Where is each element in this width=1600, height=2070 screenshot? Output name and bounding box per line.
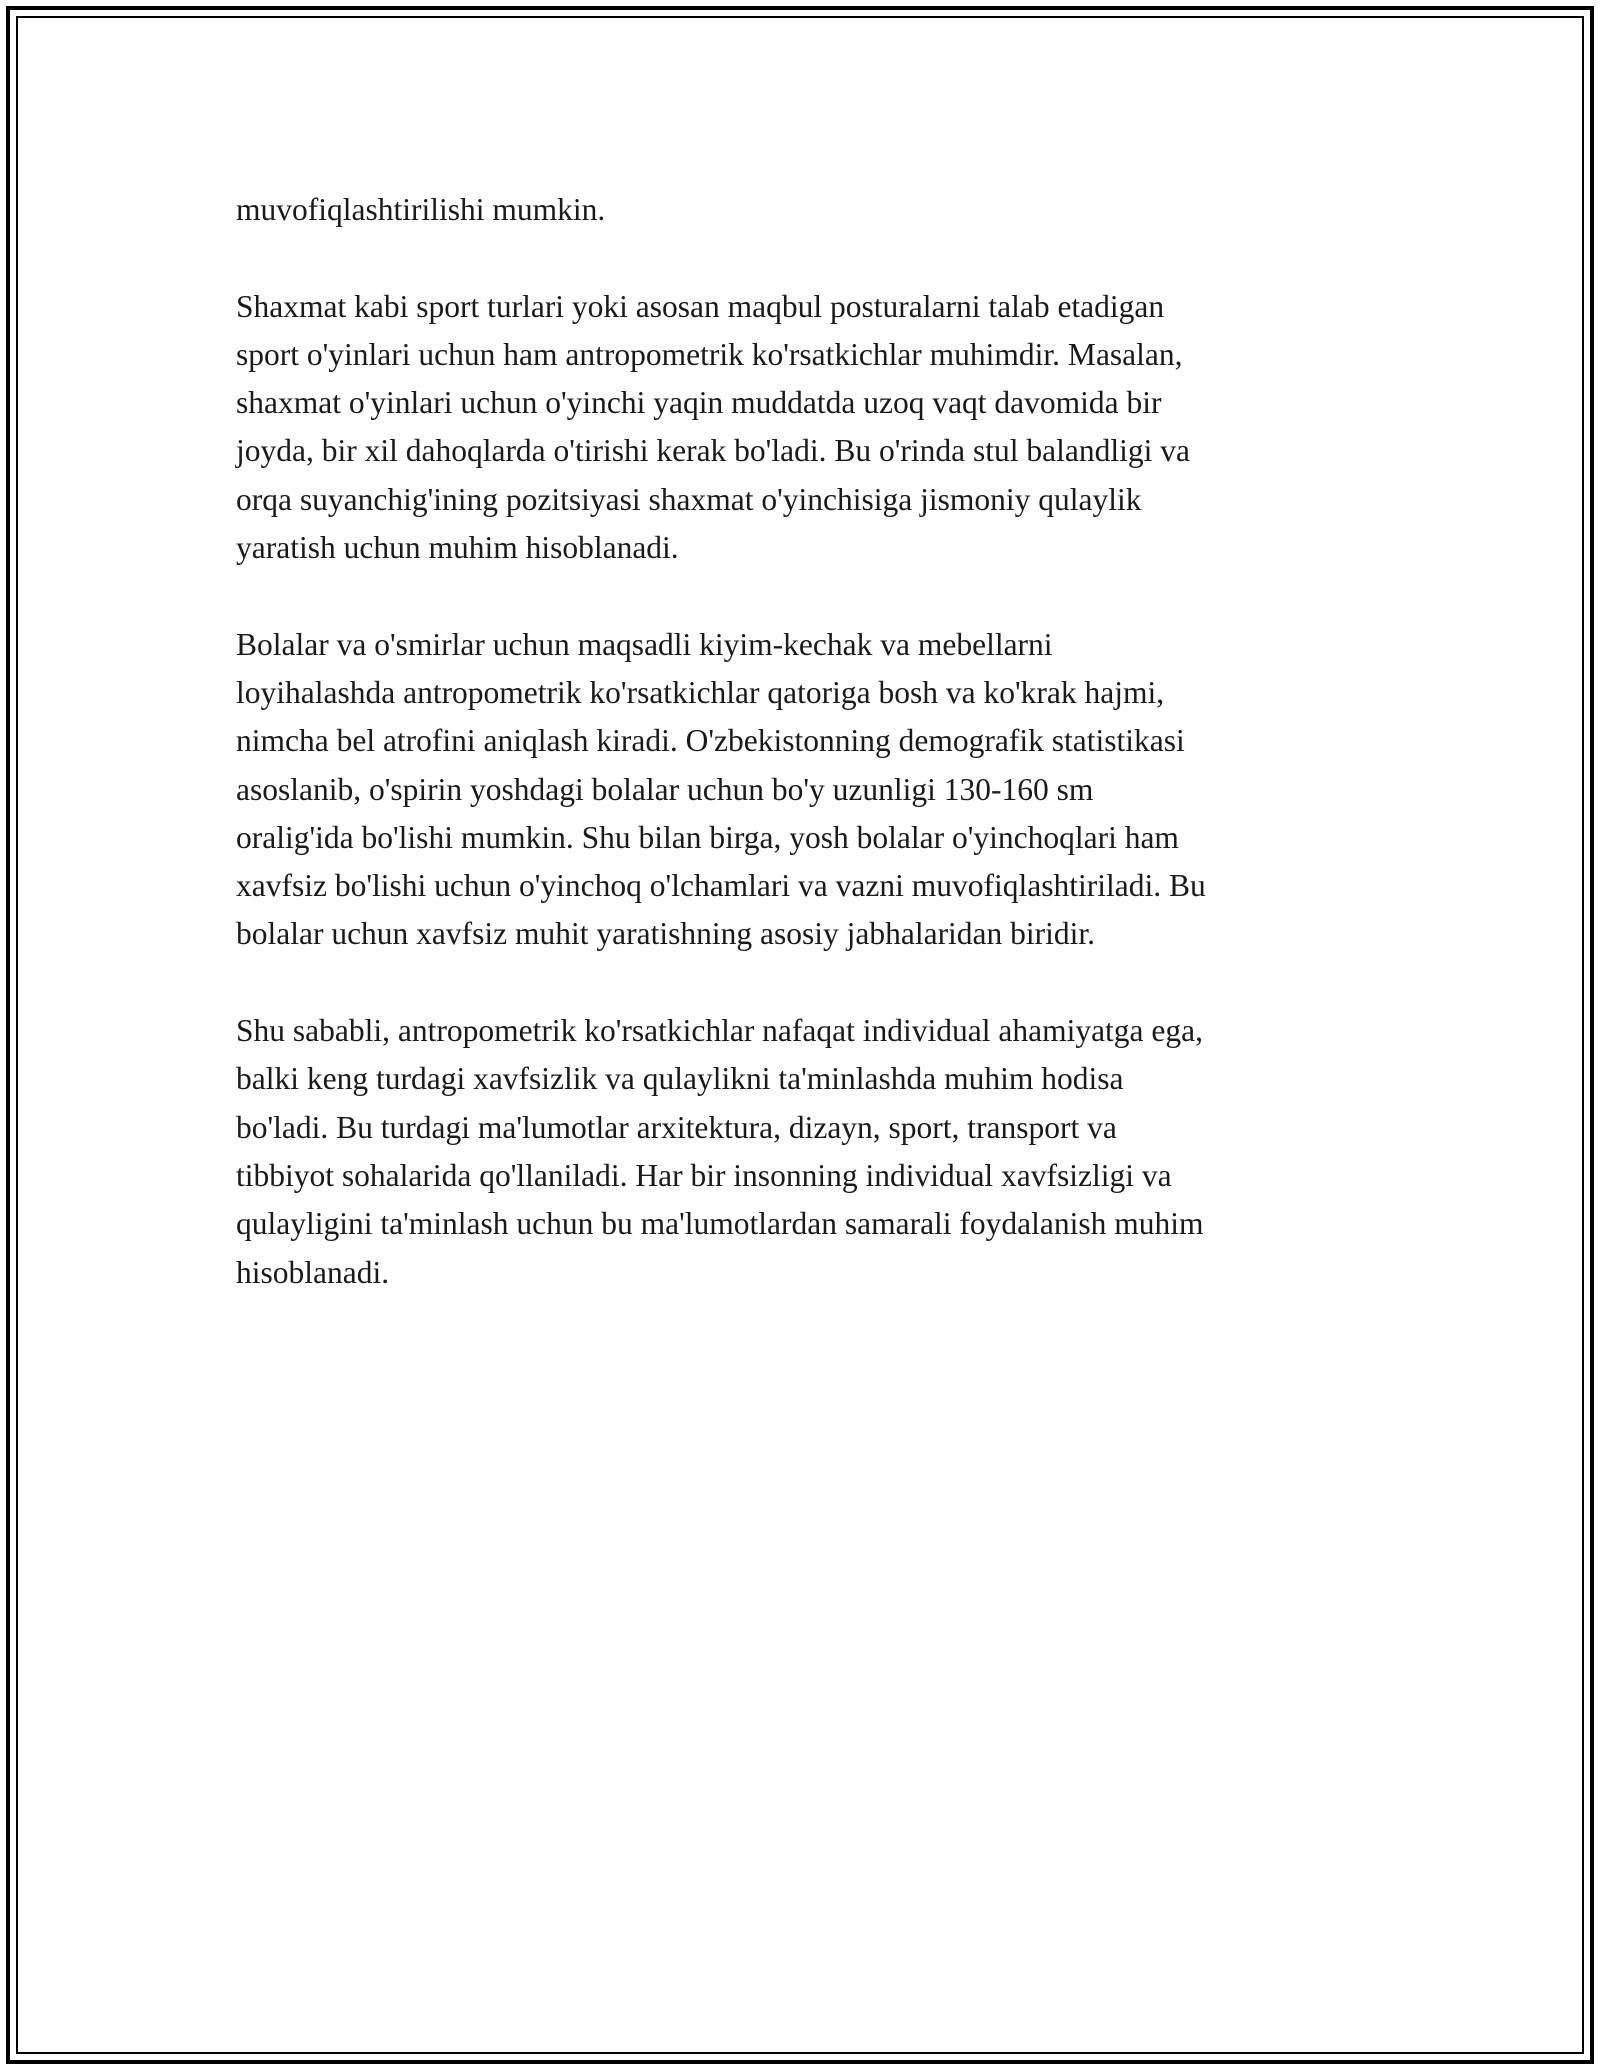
text-line: Shu sababli, antropometrik ko'rsatkichlar nafaqat individual ahamiyatga ega,	[236, 1013, 1203, 1049]
text-line: hisoblanadi.	[236, 1254, 390, 1290]
text-line: loyihalashda antropometrik ko'rsatkichlar qatoriga bosh va ko'krak hajmi,	[236, 674, 1165, 710]
text-line: xavfsiz bo'lishi uchun o'yinchoq o'lchamlari va vazni muvofiqlashtiriladi. Bu	[236, 868, 1206, 904]
text-line: joyda, bir xil dahoqlarda o'tirishi kerak bo'ladi. Bu o'rinda stul balandligi va	[236, 433, 1190, 469]
text-line: muvofiqlashtirilishi mumkin.	[236, 192, 606, 227]
text-line: shaxmat o'yinlari uchun o'yinchi yaqin muddatda uzoq vaqt davomida bir	[236, 385, 1162, 421]
text-line: nimcha bel atrofini aniqlash kiradi. O'zbekistonning demografik statistikasi	[236, 723, 1185, 759]
paragraph-3	[236, 621, 1376, 959]
text-line: sport o'yinlari uchun ham antropometrik ko'rsatkichlar muhimdir. Masalan,	[236, 336, 1183, 372]
paragraph-1	[236, 186, 1376, 234]
document-body	[236, 186, 1376, 1345]
text-line: yaratish uchun muhim hisoblanadi.	[236, 530, 679, 566]
text-line: asoslanib, o'spirin yoshdagi bolalar uchun bo'y uzunligi 130-160 sm	[236, 771, 1094, 807]
text-line: balki keng turdagi xavfsizlik va qulaylikni ta'minlashda muhim hodisa	[236, 1061, 1124, 1097]
paragraph-2	[236, 283, 1376, 573]
text-line: orqa suyanchig'ining pozitsiyasi shaxmat o'yinchisiga jismoniy qulaylik	[236, 481, 1142, 517]
text-line: qulayligini ta'minlash uchun bu ma'lumotlardan samarali foydalanish muhim	[236, 1206, 1204, 1242]
text-line: Bolalar va o'smirlar uchun maqsadli kiyim-kechak va mebellarni	[236, 626, 1053, 662]
text-line: bolalar uchun xavfsiz muhit yaratishning asosiy jabhalaridan biridir.	[236, 916, 1096, 952]
text-line: Shaxmat kabi sport turlari yoki asosan maqbul posturalarni talab etadigan	[236, 288, 1165, 324]
paragraph-4	[236, 1007, 1376, 1297]
text-line: oralig'ida bo'lishi mumkin. Shu bilan birga, yosh bolalar o'yinchoqlari ham	[236, 819, 1179, 855]
text-line: bo'ladi. Bu turdagi ma'lumotlar arxitektura, dizayn, sport, transport va	[236, 1109, 1117, 1145]
text-line: tibbiyot sohalarida qo'llaniladi. Har bir insonning individual xavfsizligi va	[236, 1157, 1172, 1193]
